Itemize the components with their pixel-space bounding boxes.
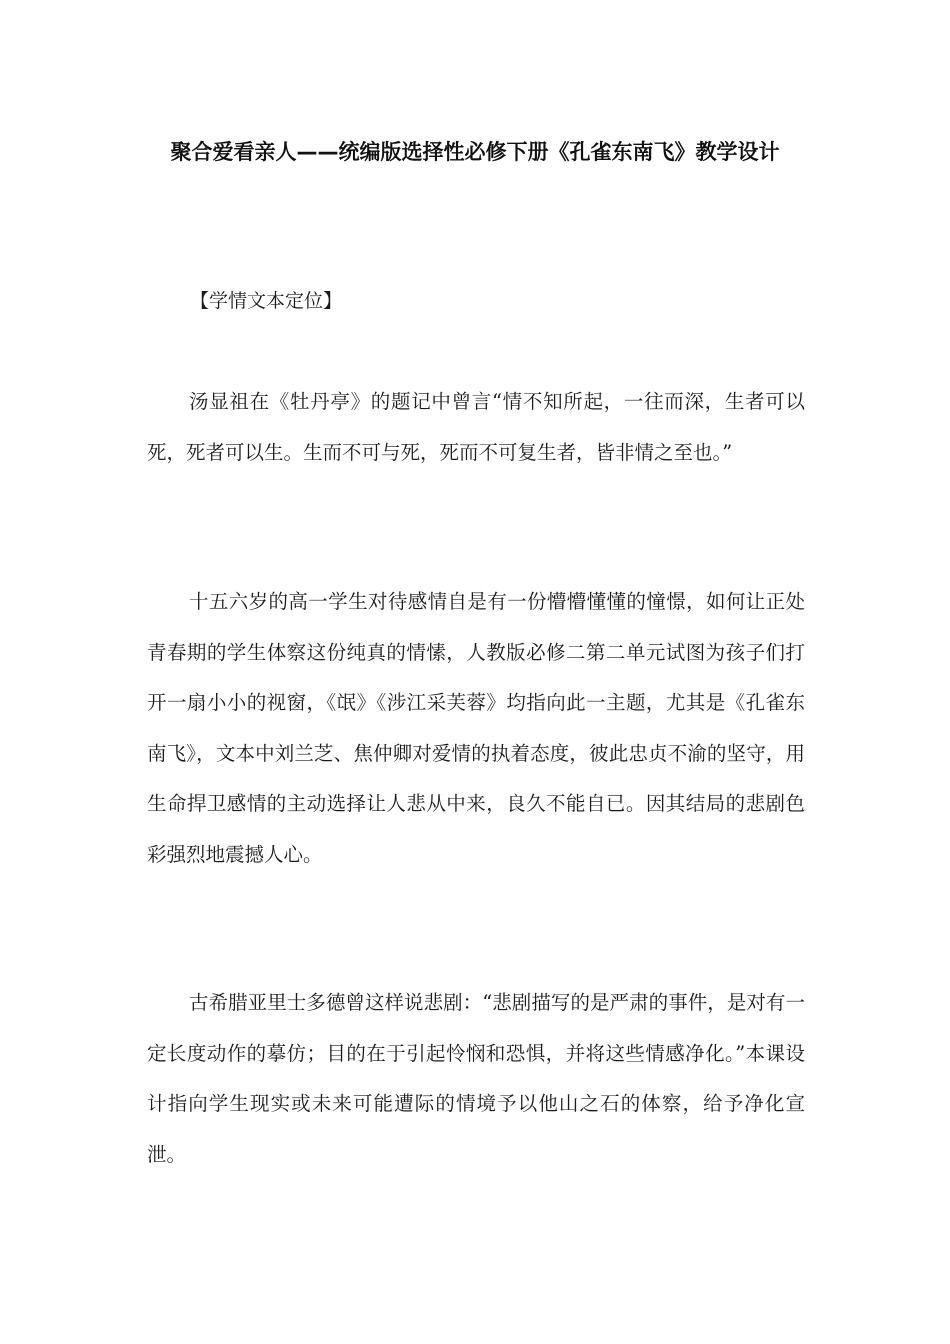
paragraph-tang-xianzu-quote: 汤显祖在《牡丹亭》的题记中曾言“情不知所起，一往而深，生者可以死，死者可以生。生而不可与死，死而不可复生者，皆非情之至也。” <box>147 390 805 464</box>
paragraph-student-context: 十五六岁的高一学生对待感情自是有一份懵懵懂懂的憧憬，如何让正处青春期的学生体察这份纯真的情愫，人教版必修二第二单元试图为孩子们打开一扇小小的视窗，《氓》《涉江采芙蓉》均指向此一主题，尤其是《孔雀东南飞》，文本中刘兰芝、焦仲卿对爱情的执着态度，彼此忠贞不渝的坚守，用生命捍卫感情的主动选择让人悲从中来，良久不能自已。因其结局的悲剧色彩强烈地震撼人心。 <box>147 590 805 866</box>
section-heading: 【学情文本定位】 <box>190 290 343 312</box>
paragraph-aristotle-tragedy: 古希腊亚里士多德曾这样说悲剧：“悲剧描写的是严肃的事件，是对有一定长度动作的摹仿；目的在于引起怜悯和恐惧，并将这些情感净化。”本课设计指向学生现实或未来可能遭际的情境予以他山之石的体察，给予净化宣泄。 <box>147 991 805 1166</box>
document-title: 聚合爱看亲人——统编版选择性必修下册《孔雀东南飞》教学设计 <box>170 140 780 164</box>
